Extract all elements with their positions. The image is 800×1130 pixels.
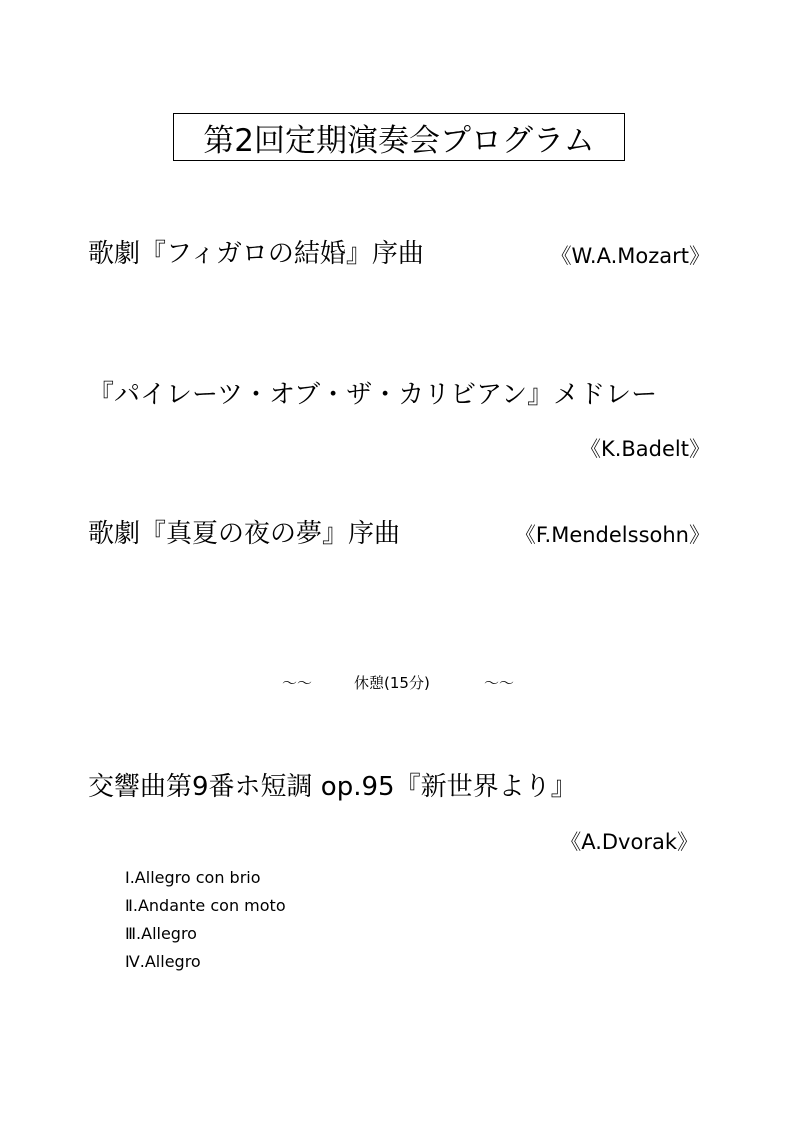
- movement-2: Ⅱ.Andante con moto: [125, 896, 286, 915]
- movement-4: Ⅳ.Allegro: [125, 952, 201, 971]
- movement-3: Ⅲ.Allegro: [125, 924, 197, 943]
- intermission-tilde-left: ～～: [282, 674, 313, 692]
- piece-title-symphony: 交響曲第9番ホ短調 op.95『新世界より』: [88, 772, 577, 802]
- piece-title-mozart: 歌劇『フィガロの結婚』序曲: [88, 239, 424, 269]
- movement-1: Ⅰ.Allegro con brio: [125, 868, 261, 887]
- intermission-label: 休憩(15分): [354, 674, 430, 692]
- piece-title-pirates: 『パイレーツ・オブ・ザ・カリビアン』メドレー: [88, 380, 658, 410]
- composer-mozart: 《W.A.Mozart》: [550, 244, 710, 268]
- piece-title-midsummer: 歌劇『真夏の夜の夢』序曲: [88, 519, 401, 549]
- composer-badelt: 《K.Badelt》: [579, 437, 710, 461]
- program-title: 第2回定期演奏会プログラム: [173, 113, 625, 161]
- composer-mendelssohn: 《F.Mendelssohn》: [514, 523, 710, 547]
- intermission-tilde-right: ～～: [484, 674, 515, 692]
- composer-dvorak: 《A.Dvorak》: [560, 830, 698, 854]
